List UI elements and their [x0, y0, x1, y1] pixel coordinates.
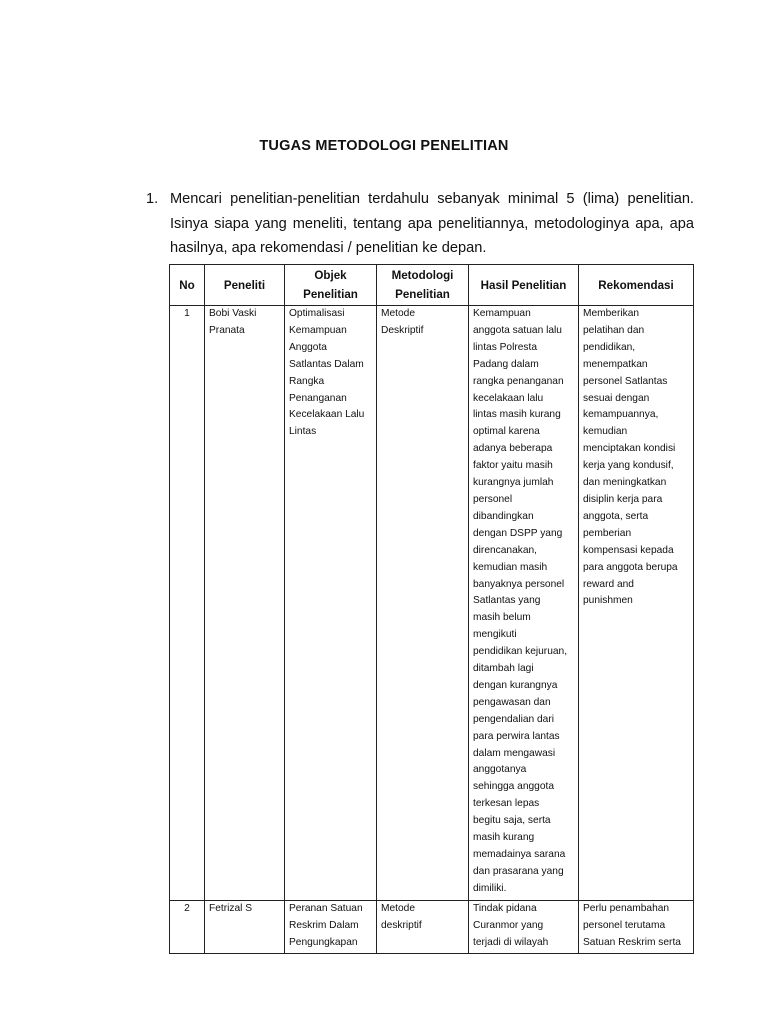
cell-peneliti: Fetrizal S	[205, 900, 285, 954]
cell-rekomendasi: Memberikan pelatihan dan pendidikan, menempatkan personel Satlantas sesuai dengan kemampuannya, kemudian menciptakan kondisi kerja yang kondusif, dan meningkatkan disiplin kerja para anggota, serta pemberian kompensasi kepada para anggota berupa reward and punishmen	[579, 306, 694, 901]
task-item	[146, 187, 694, 261]
cell-metodologi: Metode Deskriptif	[377, 306, 469, 901]
cell-no: 2	[170, 900, 205, 954]
table-header-row	[170, 265, 694, 306]
cell-metodologi: Metode deskriptif	[377, 900, 469, 954]
cell-rekomendasi: Perlu penambahan personel terutama Satuan Reskrim serta	[579, 900, 694, 954]
research-table	[169, 264, 694, 954]
header-objek: Objek Penelitian	[285, 265, 377, 306]
page-title: TUGAS METODOLOGI PENELITIAN	[259, 138, 509, 154]
header-hasil: Hasil Penelitian	[469, 265, 579, 306]
header-no: No	[170, 265, 205, 306]
task-text: Mencari penelitian-penelitian terdahulu sebanyak minimal 5 (lima) penelitian. Isinya siapa yang meneliti, tentang apa penelitiannya, metodologinya apa, apa hasilnya, apa rekomendasi / penelitian ke depan.	[170, 191, 694, 256]
table-row	[170, 900, 694, 954]
cell-hasil: Tindak pidana Curanmor yang terjadi di wilayah	[469, 900, 579, 954]
table-row	[170, 306, 694, 901]
cell-hasil: Kemampuan anggota satuan lalu lintas Polresta Padang dalam rangka penanganan kecelakaan lalu lintas masih kurang optimal karena adanya beberapa faktor yaitu masih kurangnya jumlah personel dibandingkan dengan DSPP yang direncanakan, kemudian masih banyaknya personel Satlantas yang masih belum mengikuti pendidikan kejuruan, ditambah lagi dengan kurangnya pengawasan dan pengendalian dari para perwira lantas dalam mengawasi anggotanya sehingga anggota terkesan lepas begitu saja, serta masih kurang memadainya sarana dan prasarana yang dimiliki.	[469, 306, 579, 901]
cell-objek: Peranan Satuan Reskrim Dalam Pengungkapan	[285, 900, 377, 954]
header-metodologi: Metodologi Penelitian	[377, 265, 469, 306]
header-peneliti: Peneliti	[205, 265, 285, 306]
cell-objek: Optimalisasi Kemampuan Anggota Satlantas Dalam Rangka Penanganan Kecelakaan Lalu Lintas	[285, 306, 377, 901]
cell-no: 1	[170, 306, 205, 901]
cell-peneliti: Bobi Vaski Pranata	[205, 306, 285, 901]
task-number: 1.	[146, 191, 159, 207]
header-rekomendasi: Rekomendasi	[579, 265, 694, 306]
